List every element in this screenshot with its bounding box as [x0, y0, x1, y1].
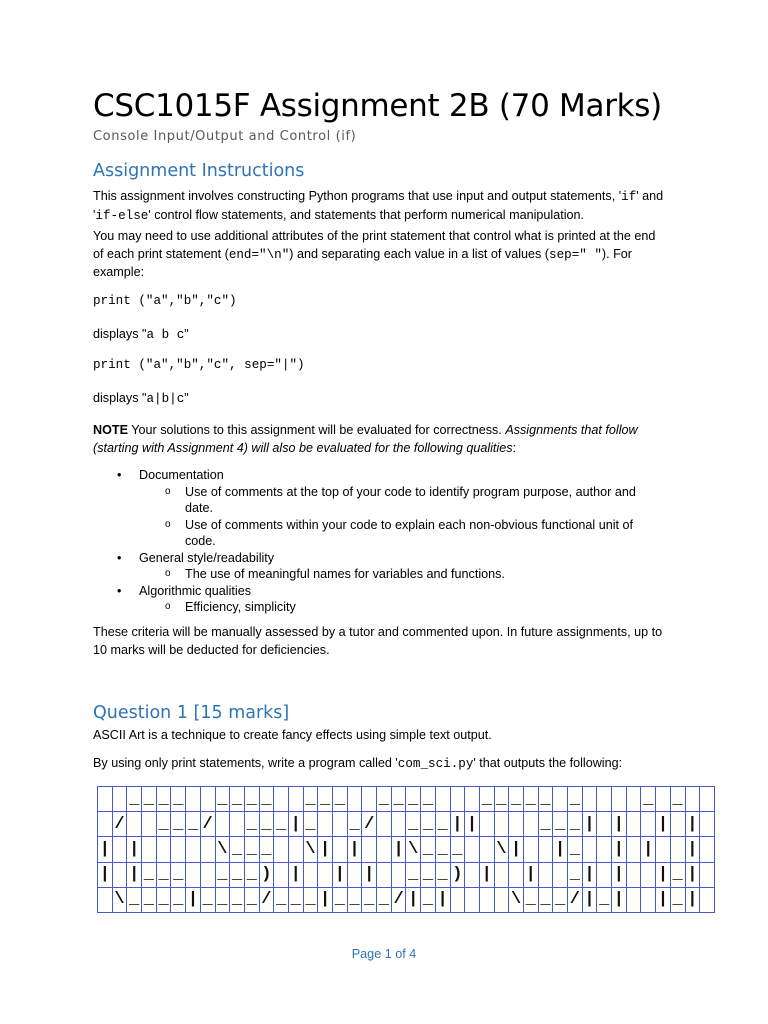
list-subitem: o Use of comments within your code to explain each non-obvious functional unit of code. — [139, 517, 668, 550]
ascii-art-cell — [597, 812, 612, 837]
ascii-art-cell: _ — [244, 887, 259, 912]
ascii-art-cell — [391, 862, 406, 887]
ascii-art-cell: _ — [523, 787, 538, 812]
ascii-art-cell: _ — [523, 887, 538, 912]
ascii-art-cell — [274, 787, 289, 812]
ascii-art-cell: | — [127, 837, 142, 862]
ascii-art-cell — [200, 862, 215, 887]
ascii-art-cell: _ — [244, 812, 259, 837]
ascii-art-cell: _ — [421, 812, 436, 837]
ascii-art-cell — [582, 837, 597, 862]
ascii-art-cell: _ — [670, 787, 685, 812]
ascii-art-cell: _ — [377, 787, 392, 812]
ascii-art-cell — [700, 837, 715, 862]
ascii-art-cell: _ — [230, 887, 245, 912]
ascii-art-cell: | — [685, 862, 700, 887]
ascii-art-cell: _ — [171, 862, 186, 887]
ascii-art-cell — [112, 862, 127, 887]
ascii-art-cell: | — [685, 837, 700, 862]
ascii-art-cell: | — [582, 812, 597, 837]
ascii-art-cell — [509, 812, 524, 837]
ascii-art-cell — [362, 787, 377, 812]
ascii-art-cell — [186, 862, 201, 887]
ascii-art-row — [98, 812, 715, 837]
ascii-art-cell — [465, 787, 480, 812]
ascii-art-cell — [626, 862, 641, 887]
ascii-art-cell: _ — [274, 887, 289, 912]
ascii-art-cell: _ — [244, 837, 259, 862]
instructions-paragraph-1: This assignment involves constructing Python programs that use input and output statements, 'if' and 'if-else' control flow statements, and statements that perform numerical manipulation. — [93, 189, 664, 223]
ascii-art-cell — [700, 887, 715, 912]
ascii-art-cell — [553, 787, 568, 812]
ascii-art-cell: _ — [406, 787, 421, 812]
ascii-art-cell: / — [391, 887, 406, 912]
ascii-art-cell: _ — [670, 862, 685, 887]
ascii-art-cell: _ — [244, 862, 259, 887]
ascii-art-cell: _ — [303, 887, 318, 912]
ascii-art-cell — [156, 837, 171, 862]
note-paragraph: NOTE Your solutions to this assignment will be evaluated for correctness. Assignments that follow (starting with Assignment 4) will also be evaluated for the following qualities: — [93, 423, 638, 455]
ascii-art-cell: | — [582, 862, 597, 887]
document-subtitle: Console Input/Output and Control (if) — [93, 129, 357, 144]
ascii-art-cell: ) — [259, 862, 274, 887]
ascii-art-cell: _ — [259, 812, 274, 837]
instructions-heading: Assignment Instructions — [93, 161, 305, 181]
ascii-art-row — [98, 837, 715, 862]
ascii-art-cell: _ — [479, 787, 494, 812]
ascii-art-cell: _ — [391, 787, 406, 812]
ascii-art-cell: _ — [303, 812, 318, 837]
ascii-art-cell: | — [656, 862, 671, 887]
ascii-art-cell — [479, 837, 494, 862]
ascii-art-cell — [597, 787, 612, 812]
ascii-art-cell — [347, 787, 362, 812]
ascii-art-cell — [450, 887, 465, 912]
ascii-art-cell — [700, 787, 715, 812]
ascii-art-cell — [186, 787, 201, 812]
ascii-art-cell — [494, 812, 509, 837]
ascii-art-cell — [288, 787, 303, 812]
ascii-art-cell: _ — [215, 787, 230, 812]
ascii-art-cell — [479, 887, 494, 912]
ascii-art-cell — [377, 837, 392, 862]
ascii-art-cell — [700, 862, 715, 887]
ascii-art-cell: _ — [127, 887, 142, 912]
ascii-art-cell — [509, 862, 524, 887]
ascii-art-cell: _ — [347, 812, 362, 837]
ascii-art-cell — [641, 862, 656, 887]
ascii-art-cell: _ — [215, 862, 230, 887]
ascii-art-cell — [523, 812, 538, 837]
ascii-art-cell — [274, 862, 289, 887]
ascii-art-cell: _ — [156, 812, 171, 837]
ascii-art-cell: | — [641, 837, 656, 862]
ascii-art-cell: _ — [156, 787, 171, 812]
ascii-art-cell — [494, 887, 509, 912]
ascii-art-cell: | — [98, 862, 113, 887]
ascii-art-cell: | — [612, 887, 627, 912]
ascii-art-cell — [112, 837, 127, 862]
ascii-art-cell: | — [509, 837, 524, 862]
ascii-art-cell: _ — [156, 887, 171, 912]
page-number: Page 1 of 4 — [351, 947, 417, 961]
ascii-art-cell: | — [362, 862, 377, 887]
ascii-art-cell: | — [288, 812, 303, 837]
code-example-2: print ("a","b","c", sep="|") — [93, 358, 305, 372]
ascii-art-cell — [435, 787, 450, 812]
ascii-art-cell: | — [612, 862, 627, 887]
ascii-art-cell — [670, 837, 685, 862]
ascii-art-cell: | — [391, 837, 406, 862]
ascii-art-cell: _ — [171, 787, 186, 812]
ascii-art-cell: _ — [200, 887, 215, 912]
ascii-art-cell — [597, 862, 612, 887]
ascii-art-cell: _ — [568, 862, 583, 887]
ascii-art-cell: / — [200, 812, 215, 837]
ascii-art-cell: | — [186, 887, 201, 912]
ascii-art-cell — [670, 812, 685, 837]
instructions-paragraph-2: You may need to use additional attributes of the print statement that control what is printed at the end of each print statement (end="\n") and separating each value in a list of values (sep=" "). For example: — [93, 229, 656, 279]
ascii-art-cell — [538, 837, 553, 862]
ascii-art-cell: _ — [259, 837, 274, 862]
ascii-art-cell: _ — [568, 812, 583, 837]
ascii-art-cell: ) — [450, 862, 465, 887]
ascii-art-cell: | — [553, 837, 568, 862]
ascii-art-cell — [553, 862, 568, 887]
ascii-art-cell: _ — [142, 862, 157, 887]
ascii-art-cell — [200, 787, 215, 812]
ascii-art-cell — [656, 787, 671, 812]
ascii-art-cell: | — [288, 862, 303, 887]
ascii-art-cell: _ — [215, 887, 230, 912]
ascii-art-cell — [582, 787, 597, 812]
ascii-art-cell: _ — [230, 837, 245, 862]
ascii-art-cell — [142, 812, 157, 837]
ascii-art-cell — [377, 812, 392, 837]
question1-paragraph-2: By using only print statements, write a program called 'com_sci.py' that outputs the following: — [93, 756, 623, 771]
ascii-art-cell: _ — [538, 887, 553, 912]
ascii-art-cell: _ — [421, 862, 436, 887]
list-subitem: o Use of comments at the top of your code to identify program purpose, author and date. — [139, 484, 668, 517]
ascii-art-cell: / — [362, 812, 377, 837]
ascii-art-cell: | — [612, 812, 627, 837]
ascii-art-cell: _ — [171, 887, 186, 912]
qualities-list — [93, 467, 668, 616]
list-subitem: o Efficiency, simplicity — [139, 599, 668, 616]
ascii-art-cell — [288, 837, 303, 862]
ascii-art-cell: _ — [597, 887, 612, 912]
ascii-art-cell: | — [435, 887, 450, 912]
ascii-art-cell — [391, 812, 406, 837]
ascii-art-cell: \ — [494, 837, 509, 862]
ascii-art-cell: _ — [318, 787, 333, 812]
ascii-art-cell: | — [450, 812, 465, 837]
ascii-art-cell: _ — [406, 812, 421, 837]
ascii-art-cell: | — [127, 862, 142, 887]
ascii-art-cell: _ — [142, 787, 157, 812]
ascii-art-cell — [656, 837, 671, 862]
ascii-art-cell — [303, 862, 318, 887]
ascii-art-cell: | — [465, 812, 480, 837]
ascii-art-cell — [626, 887, 641, 912]
ascii-art-cell: / — [568, 887, 583, 912]
ascii-art-cell: | — [582, 887, 597, 912]
ascii-art-cell — [494, 862, 509, 887]
ascii-art-cell — [450, 787, 465, 812]
criteria-paragraph: These criteria will be manually assessed by a tutor and commented upon. In future assignments, up to 10 marks will be deducted for deficiencies. — [93, 625, 663, 657]
ascii-art-cell: _ — [553, 812, 568, 837]
ascii-art-cell: _ — [244, 787, 259, 812]
ascii-art-cell: _ — [568, 787, 583, 812]
ascii-art-cell: _ — [171, 812, 186, 837]
ascii-art-cell: \ — [215, 837, 230, 862]
ascii-art-cell: _ — [509, 787, 524, 812]
ascii-art-cell: | — [479, 862, 494, 887]
ascii-art-cell — [523, 837, 538, 862]
ascii-art-cell: _ — [435, 812, 450, 837]
question1-heading: Question 1 [15 marks] — [93, 703, 290, 723]
ascii-art-cell — [142, 837, 157, 862]
ascii-art-cell — [318, 812, 333, 837]
ascii-art-cell — [274, 837, 289, 862]
ascii-art-cell: _ — [333, 787, 348, 812]
ascii-art-cell — [465, 837, 480, 862]
ascii-art-cell: _ — [421, 837, 436, 862]
ascii-art-cell — [98, 787, 113, 812]
ascii-art-cell: _ — [538, 787, 553, 812]
ascii-art-cell: | — [98, 837, 113, 862]
ascii-art-cell: | — [656, 887, 671, 912]
list-item: • Documentation o Use of comments at the top of your code to identify program purpose, author and date. o Use of comments within your code to explain each non-obvious functional unit of code. — [93, 467, 668, 550]
ascii-art-cell — [479, 812, 494, 837]
ascii-art-cell — [362, 837, 377, 862]
ascii-art-cell: | — [685, 812, 700, 837]
ascii-art-row — [98, 787, 715, 812]
ascii-art-cell: _ — [347, 887, 362, 912]
ascii-art-cell — [597, 837, 612, 862]
ascii-art-cell: | — [347, 837, 362, 862]
ascii-art-cell — [685, 787, 700, 812]
question1-paragraph-1: ASCII Art is a technique to create fancy effects using simple text output. — [93, 728, 492, 742]
ascii-art-cell — [612, 787, 627, 812]
ascii-art-cell: _ — [142, 887, 157, 912]
display-example-1: displays "a b c" — [93, 327, 189, 342]
ascii-art-cell — [215, 812, 230, 837]
ascii-art-cell: _ — [435, 837, 450, 862]
ascii-art-cell — [318, 862, 333, 887]
ascii-art-cell: \ — [112, 887, 127, 912]
ascii-art-cell — [465, 887, 480, 912]
ascii-art-cell: \ — [509, 887, 524, 912]
ascii-art-cell — [377, 862, 392, 887]
ascii-art-cell — [112, 787, 127, 812]
ascii-art-cell: / — [112, 812, 127, 837]
ascii-art-cell: | — [685, 887, 700, 912]
ascii-art-cell: _ — [303, 787, 318, 812]
ascii-art-cell — [171, 837, 186, 862]
ascii-art-cell — [230, 812, 245, 837]
ascii-art-cell — [626, 812, 641, 837]
ascii-art-cell — [333, 837, 348, 862]
ascii-art-cell — [641, 887, 656, 912]
list-item: • Algorithmic qualities o Efficiency, simplicity — [93, 583, 668, 616]
ascii-art-cell: _ — [156, 862, 171, 887]
ascii-art-cell: _ — [406, 862, 421, 887]
ascii-art-cell — [200, 837, 215, 862]
ascii-art-cell: | — [523, 862, 538, 887]
ascii-art-cell — [626, 837, 641, 862]
ascii-art-cell: | — [656, 812, 671, 837]
ascii-art-cell: _ — [553, 887, 568, 912]
ascii-art-row — [98, 887, 715, 912]
ascii-art-cell: _ — [421, 787, 436, 812]
ascii-art-cell — [465, 862, 480, 887]
code-example-1: print ("a","b","c") — [93, 294, 237, 308]
ascii-art-cell — [700, 812, 715, 837]
ascii-art-cell: _ — [259, 787, 274, 812]
ascii-art-cell: _ — [362, 887, 377, 912]
ascii-art-cell: _ — [435, 862, 450, 887]
ascii-art-cell: | — [612, 837, 627, 862]
display-example-2: displays "a|b|c" — [93, 391, 189, 406]
ascii-art-cell — [347, 862, 362, 887]
ascii-art-cell — [127, 812, 142, 837]
ascii-art-cell — [98, 812, 113, 837]
ascii-art-cell: _ — [230, 862, 245, 887]
ascii-art-cell — [186, 837, 201, 862]
list-item: • General style/readability o The use of meaningful names for variables and functions. — [93, 550, 668, 583]
ascii-art-cell: | — [333, 862, 348, 887]
ascii-art-cell — [641, 812, 656, 837]
ascii-art-cell: _ — [127, 787, 142, 812]
ascii-art-cell: / — [259, 887, 274, 912]
ascii-art-cell: _ — [274, 812, 289, 837]
ascii-art-cell — [333, 812, 348, 837]
ascii-art-cell: _ — [450, 837, 465, 862]
ascii-art-cell: _ — [288, 887, 303, 912]
ascii-art-cell — [538, 862, 553, 887]
ascii-art-cell: _ — [538, 812, 553, 837]
ascii-art-cell — [98, 887, 113, 912]
document-title: CSC1015F Assignment 2B (70 Marks) — [93, 88, 662, 124]
ascii-art-grid — [97, 786, 715, 913]
ascii-art-cell: _ — [494, 787, 509, 812]
ascii-art-cell: \ — [303, 837, 318, 862]
ascii-art-cell — [626, 787, 641, 812]
ascii-art-cell: _ — [670, 887, 685, 912]
ascii-art-cell: _ — [186, 812, 201, 837]
ascii-art-cell: \ — [406, 837, 421, 862]
ascii-art-cell: _ — [421, 887, 436, 912]
list-subitem: o The use of meaningful names for variables and functions. — [139, 566, 668, 583]
ascii-art-cell: _ — [641, 787, 656, 812]
ascii-art-cell: _ — [568, 837, 583, 862]
ascii-art-cell: | — [318, 887, 333, 912]
ascii-art-cell: | — [318, 837, 333, 862]
ascii-art-cell: _ — [333, 887, 348, 912]
ascii-art-row — [98, 862, 715, 887]
ascii-art-cell: _ — [377, 887, 392, 912]
ascii-art-cell: | — [406, 887, 421, 912]
ascii-art-cell: _ — [230, 787, 245, 812]
